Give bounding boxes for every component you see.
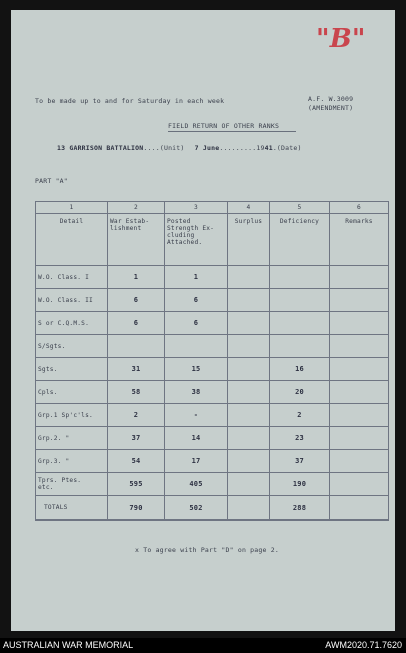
column-header: Detail	[36, 214, 108, 266]
table-row	[36, 427, 389, 450]
detail-cell: TOTALS	[36, 496, 108, 521]
column-header: War Estab- lishment	[108, 214, 165, 266]
surplus-cell	[228, 473, 270, 496]
table-row	[36, 473, 389, 496]
remarks-cell	[330, 496, 389, 521]
unit-label: ....(Unit)	[143, 144, 189, 152]
surplus-cell	[228, 450, 270, 473]
remarks-cell	[330, 427, 389, 450]
posted-cell: 6	[165, 312, 228, 335]
detail-cell: S or C.Q.M.S.	[36, 312, 108, 335]
deficiency-cell	[270, 335, 330, 358]
posted-cell: 14	[165, 427, 228, 450]
war-cell: 31	[108, 358, 165, 381]
remarks-cell	[330, 450, 389, 473]
posted-cell: 405	[165, 473, 228, 496]
column-header: Posted Strength Ex- cluding Attached.	[165, 214, 228, 266]
column-header: Surplus	[228, 214, 270, 266]
column-number: 2	[108, 202, 165, 214]
posted-cell	[165, 335, 228, 358]
date-label: .(Date)	[272, 144, 302, 152]
totals-row	[36, 496, 389, 521]
war-cell: 2	[108, 404, 165, 427]
surplus-cell	[228, 266, 270, 289]
unit-date-line	[57, 144, 302, 152]
table-row	[36, 404, 389, 427]
surplus-cell	[228, 496, 270, 521]
remarks-cell	[330, 312, 389, 335]
posted-cell: 502	[165, 496, 228, 521]
form-amendment: (AMENDMENT)	[308, 104, 354, 112]
deficiency-cell: 23	[270, 427, 330, 450]
detail-cell: Tprs. Ptes. etc.	[36, 473, 108, 496]
war-cell: 37	[108, 427, 165, 450]
table-row	[36, 450, 389, 473]
surplus-cell	[228, 289, 270, 312]
archive-caption	[0, 638, 406, 653]
remarks-cell	[330, 289, 389, 312]
form-number: A.F. W.3009	[308, 95, 354, 103]
column-header-row	[36, 214, 389, 266]
surplus-cell	[228, 335, 270, 358]
war-cell: 6	[108, 289, 165, 312]
surplus-cell	[228, 427, 270, 450]
deficiency-cell	[270, 312, 330, 335]
return-year: 41	[264, 144, 273, 152]
field-return-sheet	[11, 10, 395, 631]
war-cell: 595	[108, 473, 165, 496]
deficiency-cell	[270, 289, 330, 312]
detail-cell: W.O. Class. II	[36, 289, 108, 312]
column-header: Remarks	[330, 214, 389, 266]
surplus-cell	[228, 312, 270, 335]
deficiency-cell	[270, 266, 330, 289]
surplus-cell	[228, 404, 270, 427]
detail-cell: W.O. Class. I	[36, 266, 108, 289]
surplus-cell	[228, 358, 270, 381]
column-number-row	[36, 202, 389, 214]
unit-name: 13 GARRISON BATTALION	[57, 144, 144, 152]
detail-cell: Grp.2. "	[36, 427, 108, 450]
detail-cell: Grp.3. "	[36, 450, 108, 473]
deficiency-cell: 288	[270, 496, 330, 521]
column-number: 3	[165, 202, 228, 214]
deficiency-cell: 37	[270, 450, 330, 473]
war-cell: 1	[108, 266, 165, 289]
document-title: FIELD RETURN OF OTHER RANKS	[168, 122, 280, 130]
detail-cell: Sgts.	[36, 358, 108, 381]
remarks-cell	[330, 358, 389, 381]
remarks-cell	[330, 266, 389, 289]
column-number: 6	[330, 202, 389, 214]
stamp-letter: "B"	[316, 24, 366, 54]
war-cell: 790	[108, 496, 165, 521]
column-number: 1	[36, 202, 108, 214]
column-number: 4	[228, 202, 270, 214]
table-row	[36, 358, 389, 381]
detail-cell: Grp.1 Sp'c'ls.	[36, 404, 108, 427]
footnote: x To agree with Part "D" on page 2.	[135, 546, 279, 554]
table-row	[36, 381, 389, 404]
war-cell: 54	[108, 450, 165, 473]
table-row	[36, 335, 389, 358]
part-label: PART "A"	[35, 177, 68, 185]
posted-cell: 1	[165, 266, 228, 289]
detail-cell: Cpls.	[36, 381, 108, 404]
war-cell	[108, 335, 165, 358]
table-row	[36, 266, 389, 289]
posted-cell: 15	[165, 358, 228, 381]
table-row	[36, 312, 389, 335]
remarks-cell	[330, 473, 389, 496]
detail-cell: S/Sgts.	[36, 335, 108, 358]
deficiency-cell: 16	[270, 358, 330, 381]
deficiency-cell: 20	[270, 381, 330, 404]
remarks-cell	[330, 335, 389, 358]
deficiency-cell: 190	[270, 473, 330, 496]
surplus-cell	[228, 381, 270, 404]
instruction-text: To be made up to and for Saturday in each week	[35, 97, 225, 105]
return-table	[35, 201, 389, 521]
return-date: 7 June	[194, 144, 220, 152]
posted-cell: 17	[165, 450, 228, 473]
column-number: 5	[270, 202, 330, 214]
title-underline	[168, 131, 296, 132]
war-cell: 58	[108, 381, 165, 404]
posted-cell: 38	[165, 381, 228, 404]
column-header: Deficiency	[270, 214, 330, 266]
archive-name: AUSTRALIAN WAR MEMORIAL	[3, 640, 134, 650]
posted-cell: 6	[165, 289, 228, 312]
war-cell: 6	[108, 312, 165, 335]
deficiency-cell: 2	[270, 404, 330, 427]
posted-cell: -	[165, 404, 228, 427]
accession-number: AWM2020.71.7620	[325, 640, 402, 650]
table-row	[36, 289, 389, 312]
remarks-cell	[330, 381, 389, 404]
remarks-cell	[330, 404, 389, 427]
date-dots: .........19	[219, 144, 265, 152]
